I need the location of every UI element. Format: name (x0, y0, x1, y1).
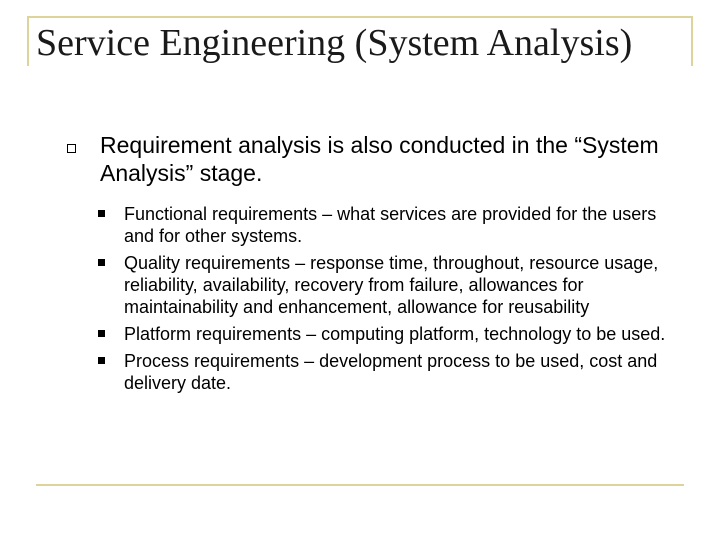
hollow-square-bullet-icon (67, 144, 76, 153)
filled-square-bullet-icon (98, 210, 105, 217)
sub-bullet-platform (60, 323, 684, 345)
frame-left-line (27, 16, 29, 66)
sub-bullet-quality (60, 252, 684, 318)
frame-top-line (27, 16, 693, 18)
slide-title: Service Engineering (System Analysis) (36, 22, 633, 64)
frame-bottom-line (36, 484, 684, 486)
sub-bullet-functional (60, 203, 684, 247)
sub-bullet-text: Platform requirements – computing platform, technology to be used. (124, 324, 666, 344)
filled-square-bullet-icon (98, 357, 105, 364)
main-bullet-text: Requirement analysis is also conducted in the “System Analysis” stage. (100, 132, 659, 186)
main-bullet (60, 131, 700, 187)
sub-bullet-process (60, 350, 684, 394)
filled-square-bullet-icon (98, 259, 105, 266)
sub-bullet-list (60, 203, 700, 394)
frame-right-line (691, 16, 693, 66)
filled-square-bullet-icon (98, 330, 105, 337)
sub-bullet-text: Quality requirements – response time, throughout, resource usage, reliability, availability, recovery from failure, allowances for maintainability and enhancement, allowance for reusability (124, 253, 659, 317)
slide-content (60, 131, 700, 399)
sub-bullet-text: Functional requirements – what services are provided for the users and for other systems. (124, 204, 657, 246)
sub-bullet-text: Process requirements – development process to be used, cost and delivery date. (124, 351, 658, 393)
